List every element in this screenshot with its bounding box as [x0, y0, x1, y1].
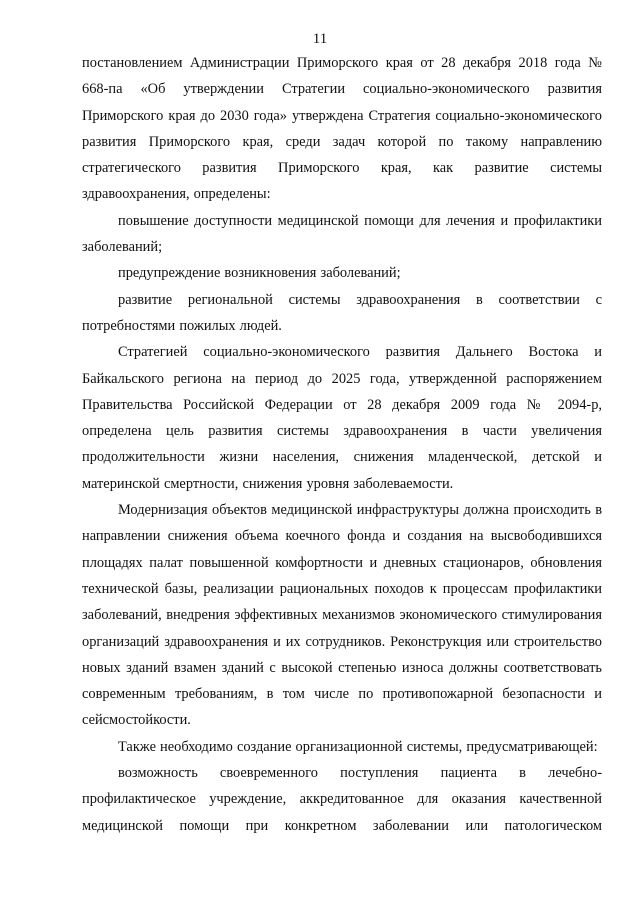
list-item-accessibility: повышение доступности медицинской помощи для лечения и профилактики заболеваний; — [82, 212, 602, 256]
paragraph-strategy-primorsky: постановлением Администрации Приморского края от 28 декабря 2018 года № 668-па «Об утверждении Стратегии социально-экономического развития Приморского края до 2030 года» утверждена Стратегия социально-экономического развития Приморского края, среди задач которой по такому направлению стратегического развития Приморского края, как развитие системы здравоохранения, определены: — [82, 55, 602, 203]
list-item-elderly-care: развитие региональной системы здравоохранения в соответствии с потребностями пожилых людей. — [82, 291, 602, 334]
list-item-prevention: предупреждение возникновения заболеваний; — [118, 265, 401, 282]
page-number: 11 — [312, 31, 328, 47]
paragraph-organizational-system: Также необходимо создание организационной системы, предусматривающей: — [118, 738, 598, 755]
paragraph-modernization: Модернизация объектов медицинской инфраструктуры должна происходить в направлении снижения объема коечного фонда и создания на высвободившихся площадях палат повышенной комфортности и дневных стационаров, обновления технической базы, реализации рациональных походов к процессам профилактики заболеваний, внедрения эффективных механизмов экономического стимулирования организаций здравоохранения и их сотрудников. Реконструкция или строительство новых зданий взамен зданий с высокой степенью износа должны соответствовать современным требованиям, в том числе по противопожарной безопасности и сейсмостойкости. — [82, 502, 602, 729]
document-body — [82, 50, 602, 839]
list-item-timely-admission: возможность своевременного поступления пациента в лечебно-профилактическое учреждение, аккредитованное для оказания качественной медицинской помощи при конкретном заболевании или патологическом — [82, 765, 602, 834]
paragraph-far-east-strategy: Стратегией социально-экономического развития Дальнего Востока и Байкальского региона на период до 2025 года, утвержденной распоряжением Правительства Российской Федерации от 28 декабря 2009 года № 2094-р, определена цель развития системы здравоохранения в части увеличения продолжительности жизни населения, снижения младенческой, детской и материнской смертности, снижения уровня заболеваемости. — [82, 344, 602, 492]
